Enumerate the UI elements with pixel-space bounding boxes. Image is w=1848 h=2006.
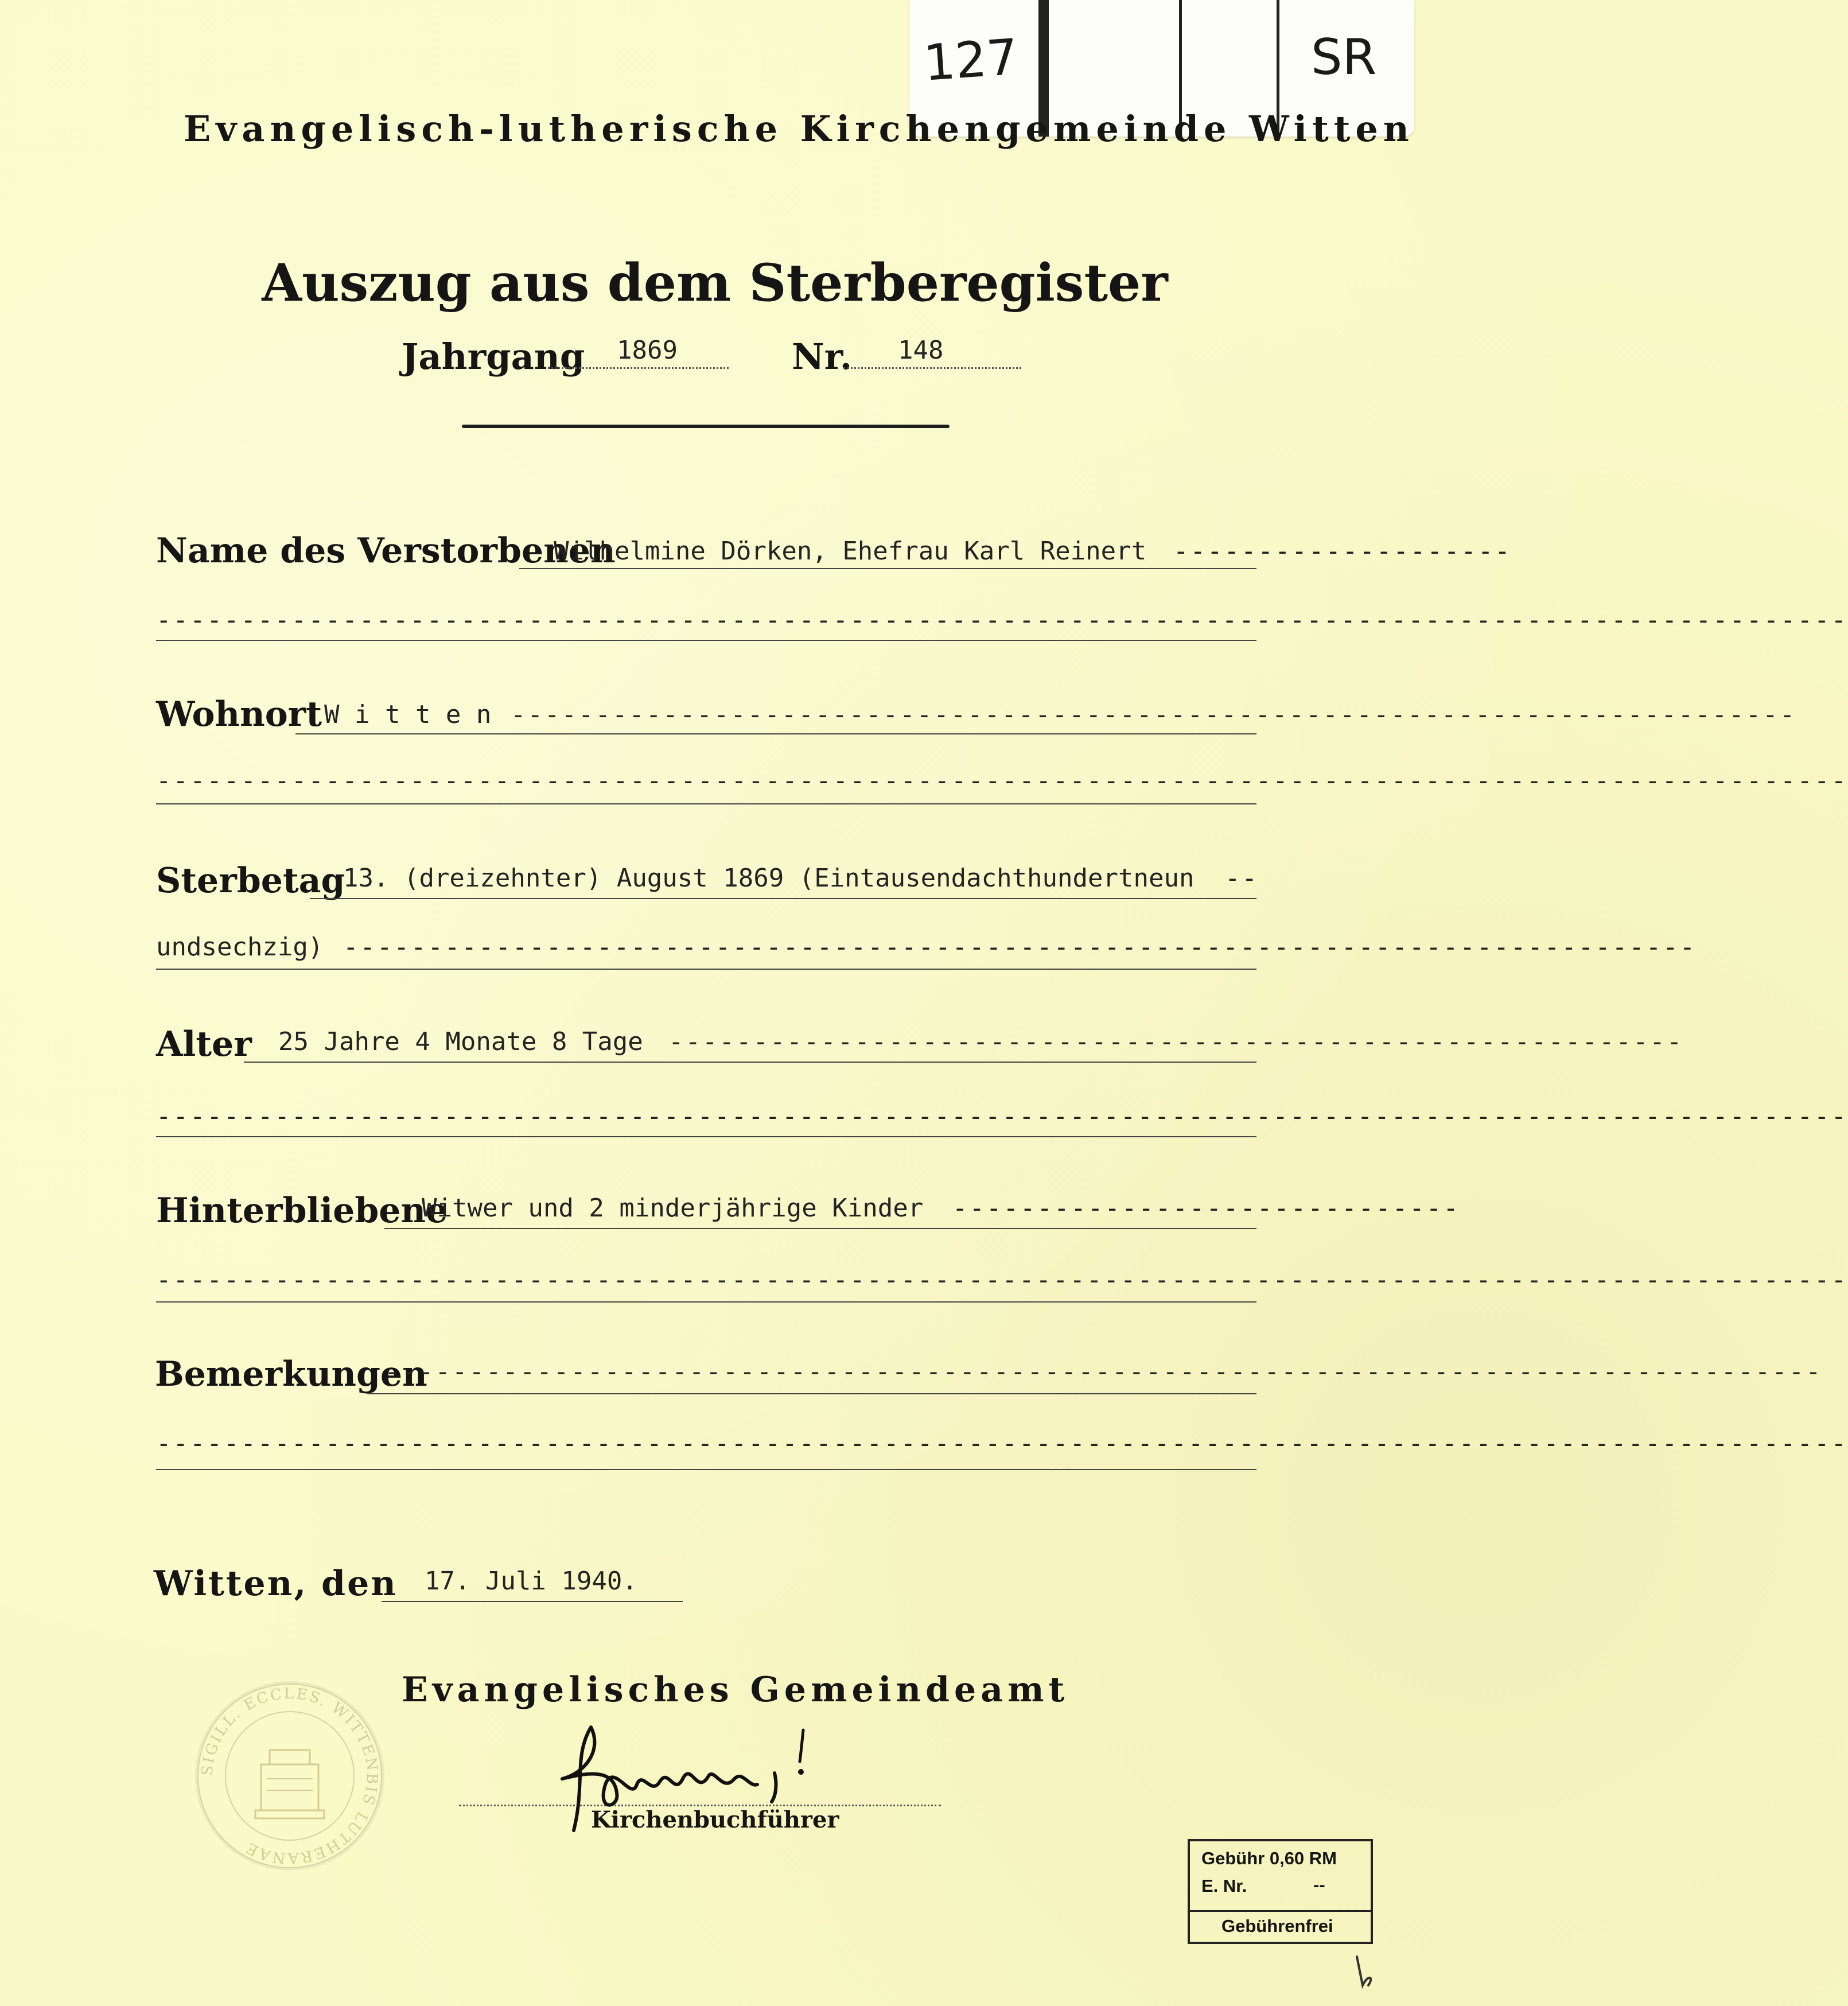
number-label: Nr. <box>792 336 853 378</box>
place-date-value: 17. Juli 1940. <box>425 1566 637 1596</box>
embossed-seal <box>192 1678 387 1873</box>
field-rule <box>156 640 1256 641</box>
fee-exempt-label: Gebührenfrei <box>1221 1916 1333 1936</box>
fee-line: Gebühr 0,60 RM <box>1201 1848 1337 1868</box>
age-label: Alter <box>156 1024 252 1064</box>
seal-inscription: SIGILL. ECCLES. WITTENBIS LUTHERANAE <box>199 1685 381 1867</box>
filler-dashes: ------------------------------------------------------------ <box>668 1027 1684 1056</box>
filler-dashes: ---------------------------------------------------------------------------------------------------- <box>156 766 1848 795</box>
filler-dashes: -------------------- <box>1173 537 1512 566</box>
filler-dashes: ---------------------------------------------------------------------------------------------------- <box>156 1265 1848 1294</box>
filler-dashes: ---------------------------------------------------------------------------------------------------- <box>156 1102 1848 1131</box>
filler-dashes: ------------------------------ <box>952 1194 1460 1223</box>
age-value: 25 Jahre 4 Monate 8 Tage <box>278 1027 643 1056</box>
filler-dashes: ---------------------------------------------------------------------------------------------------- <box>156 605 1848 635</box>
filler-dashes: ------------------------------------------------------------------------------------- <box>384 1357 1823 1386</box>
archive-code: SR <box>1311 29 1377 86</box>
corner-pencil-mark <box>1351 1951 1380 1991</box>
filler-dashes: ---------------------------------------------------------------------------- <box>511 700 1797 729</box>
year-label: Jahrgang <box>402 336 585 378</box>
field-rule <box>156 1301 1256 1303</box>
deceased-name-label: Name des Verstorbenen <box>156 531 616 571</box>
field-rule <box>384 1228 1256 1229</box>
filler-dashes: ---------------------------------------------------------------------------------------------------- <box>156 1429 1848 1458</box>
signer-role: Kirchenbuchführer <box>591 1806 839 1833</box>
remarks-label: Bemerkungen <box>155 1354 427 1394</box>
deceased-name-value: Wilhelmine Dörken, Ehefrau Karl Reinert <box>554 537 1147 566</box>
death-date-value-line-1: 13. (dreizehnter) August 1869 (Eintausendachthundertneun <box>343 864 1195 893</box>
year-line <box>548 367 729 369</box>
year-value: 1869 <box>617 336 678 365</box>
field-rule <box>244 1062 1256 1063</box>
fee-box-divider <box>1190 1910 1371 1912</box>
field-rule <box>156 969 1256 970</box>
field-rule <box>310 898 1256 899</box>
filler-dashes: -------------------------------------------------------------------------------- <box>343 932 1697 962</box>
residence-value: W i t t e n <box>324 700 492 729</box>
survivors-label: Hinterbliebene <box>156 1191 448 1231</box>
field-rule <box>295 733 1256 734</box>
entry-number-label: E. Nr. <box>1201 1876 1247 1896</box>
office-heading: Evangelisches Gemeindeamt <box>402 1670 1069 1710</box>
title-rule <box>462 425 950 428</box>
filler-dashes: -- <box>1225 864 1259 893</box>
field-rule <box>156 1136 1256 1137</box>
document-title: Auszug aus dem Sterberegister <box>262 252 1168 313</box>
residence-label: Wohnort <box>156 694 322 734</box>
archive-number: 127 <box>921 28 1020 92</box>
number-value: 148 <box>898 336 944 365</box>
entry-number-value: -- <box>1313 1875 1325 1895</box>
death-date-value-line-2: undsechzig) <box>156 932 324 962</box>
parish-heading: Evangelisch-lutherische Kirchengemeinde Witten <box>184 108 1414 150</box>
place-date-label: Witten, den <box>154 1564 398 1604</box>
fee-stamp-box <box>1188 1839 1373 1944</box>
field-rule <box>382 1601 683 1602</box>
field-rule <box>519 568 1256 569</box>
field-rule <box>367 1393 1256 1394</box>
survivors-value: Witwer und 2 minderjährige Kinder <box>422 1194 924 1223</box>
field-rule <box>156 1469 1256 1470</box>
death-date-label: Sterbetag <box>156 861 345 901</box>
number-line <box>843 367 1021 369</box>
field-rule <box>156 803 1256 804</box>
